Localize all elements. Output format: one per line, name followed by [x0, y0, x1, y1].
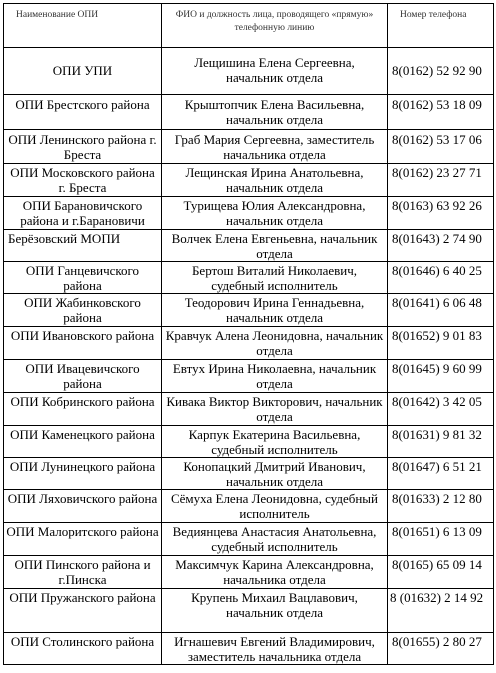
org-cell: ОПИ Лунинецкого района: [4, 458, 162, 490]
phone-cell: 8(0162) 53 17 06: [388, 130, 494, 164]
org-cell: ОПИ Московского района г. Бреста: [4, 164, 162, 197]
person-cell: Карпук Екатерина Васильевна, судебный исполнитель: [162, 426, 388, 458]
person-cell: Кивака Виктор Викторович, начальник отдела: [162, 393, 388, 426]
table-row: [4, 393, 494, 426]
table-row: [4, 95, 494, 130]
table-row: [4, 556, 494, 589]
org-cell: ОПИ Брестского района: [4, 95, 162, 130]
person-cell: Крыштопчик Елена Васильевна, начальник отдела: [162, 95, 388, 130]
org-cell: ОПИ Ивановского района: [4, 327, 162, 360]
table-row: [4, 262, 494, 294]
org-cell: ОПИ Ганцевичского района: [4, 262, 162, 294]
person-cell: Игнашевич Евгений Владимирович, заместитель начальника отдела: [162, 633, 388, 665]
phone-cell: 8(01631) 9 81 32: [388, 426, 494, 458]
org-cell: ОПИ Ляховичского района: [4, 490, 162, 523]
person-cell: Теодорович Ирина Геннадьевна, начальник отдела: [162, 294, 388, 327]
org-cell: ОПИ Каменецкого района: [4, 426, 162, 458]
table-row: [4, 360, 494, 393]
table-row: [4, 197, 494, 230]
contacts-table: [3, 3, 494, 665]
org-cell: ОПИ Пинского района и г.Пинска: [4, 556, 162, 589]
phone-cell: 8(01647) 6 51 21: [388, 458, 494, 490]
table-row: [4, 490, 494, 523]
table-row: [4, 294, 494, 327]
table-row: [4, 164, 494, 197]
org-cell: ОПИ УПИ: [4, 48, 162, 95]
phone-cell: 8(01652) 9 01 83: [388, 327, 494, 360]
phone-cell: 8(01642) 3 42 05: [388, 393, 494, 426]
phone-cell: 8(01633) 2 12 80: [388, 490, 494, 523]
org-cell: ОПИ Ленинского района г. Бреста: [4, 130, 162, 164]
phone-cell: 8(01646) 6 40 25: [388, 262, 494, 294]
phone-cell: 8(0162) 23 27 71: [388, 164, 494, 197]
table-row: [4, 230, 494, 262]
person-cell: Конопацкий Дмитрий Иванович, начальник отдела: [162, 458, 388, 490]
table-row: [4, 458, 494, 490]
org-cell: ОПИ Столинского района: [4, 633, 162, 665]
header-person: ФИО и должность лица, проводящего «прямую» телефонную линию: [162, 4, 388, 48]
org-cell: ОПИ Малоритского района: [4, 523, 162, 556]
person-cell: Лещишина Елена Сергеевна, начальник отдела: [162, 48, 388, 95]
header-org: Наименование ОПИ: [4, 4, 162, 48]
phone-cell: 8(01655) 2 80 27: [388, 633, 494, 665]
phone-cell: 8(0163) 63 92 26: [388, 197, 494, 230]
org-cell: ОПИ Барановичского района и г.Барановичи: [4, 197, 162, 230]
phone-cell: 8(01641) 6 06 48: [388, 294, 494, 327]
phone-cell: 8(0162) 52 92 90: [388, 48, 494, 95]
person-cell: Максимчук Карина Александровна, начальника отдела: [162, 556, 388, 589]
person-cell: Сёмуха Елена Леонидовна, судебный исполнитель: [162, 490, 388, 523]
phone-cell: 8(01643) 2 74 90: [388, 230, 494, 262]
table-row: [4, 523, 494, 556]
phone-cell: 8(01651) 6 13 09: [388, 523, 494, 556]
phone-cell: 8(0162) 53 18 09: [388, 95, 494, 130]
table-row: [4, 48, 494, 95]
person-cell: Кравчук Алена Леонидовна, начальник отдела: [162, 327, 388, 360]
table-row: [4, 130, 494, 164]
table-header-row: [4, 4, 494, 48]
person-cell: Турищева Юлия Александровна, начальник отдела: [162, 197, 388, 230]
person-cell: Граб Мария Сергеевна, заместитель начальника отдела: [162, 130, 388, 164]
contacts-table-wrapper: [3, 3, 493, 665]
table-row: [4, 589, 494, 633]
org-cell: ОПИ Жабинковского района: [4, 294, 162, 327]
phone-cell: 8 (01632) 2 14 92: [388, 589, 494, 633]
phone-cell: 8(0165) 65 09 14: [388, 556, 494, 589]
table-row: [4, 633, 494, 665]
person-cell: Ведиянцева Анастасия Анатольевна, судебный исполнитель: [162, 523, 388, 556]
person-cell: Крупень Михаил Вацлавович, начальник отдела: [162, 589, 388, 633]
person-cell: Лещинская Ирина Анатольевна, начальник отдела: [162, 164, 388, 197]
org-cell: Берёзовский МОПИ: [4, 230, 162, 262]
phone-cell: 8(01645) 9 60 99: [388, 360, 494, 393]
person-cell: Бертош Виталий Николаевич, судебный исполнитель: [162, 262, 388, 294]
org-cell: ОПИ Кобринского района: [4, 393, 162, 426]
table-row: [4, 327, 494, 360]
person-cell: Волчек Елена Евгеньевна, начальник отдела: [162, 230, 388, 262]
org-cell: ОПИ Ивацевичского района: [4, 360, 162, 393]
person-cell: Евтух Ирина Николаевна, начальник отдела: [162, 360, 388, 393]
org-cell: ОПИ Пружанского района: [4, 589, 162, 633]
header-phone: Номер телефона: [388, 4, 494, 48]
table-row: [4, 426, 494, 458]
